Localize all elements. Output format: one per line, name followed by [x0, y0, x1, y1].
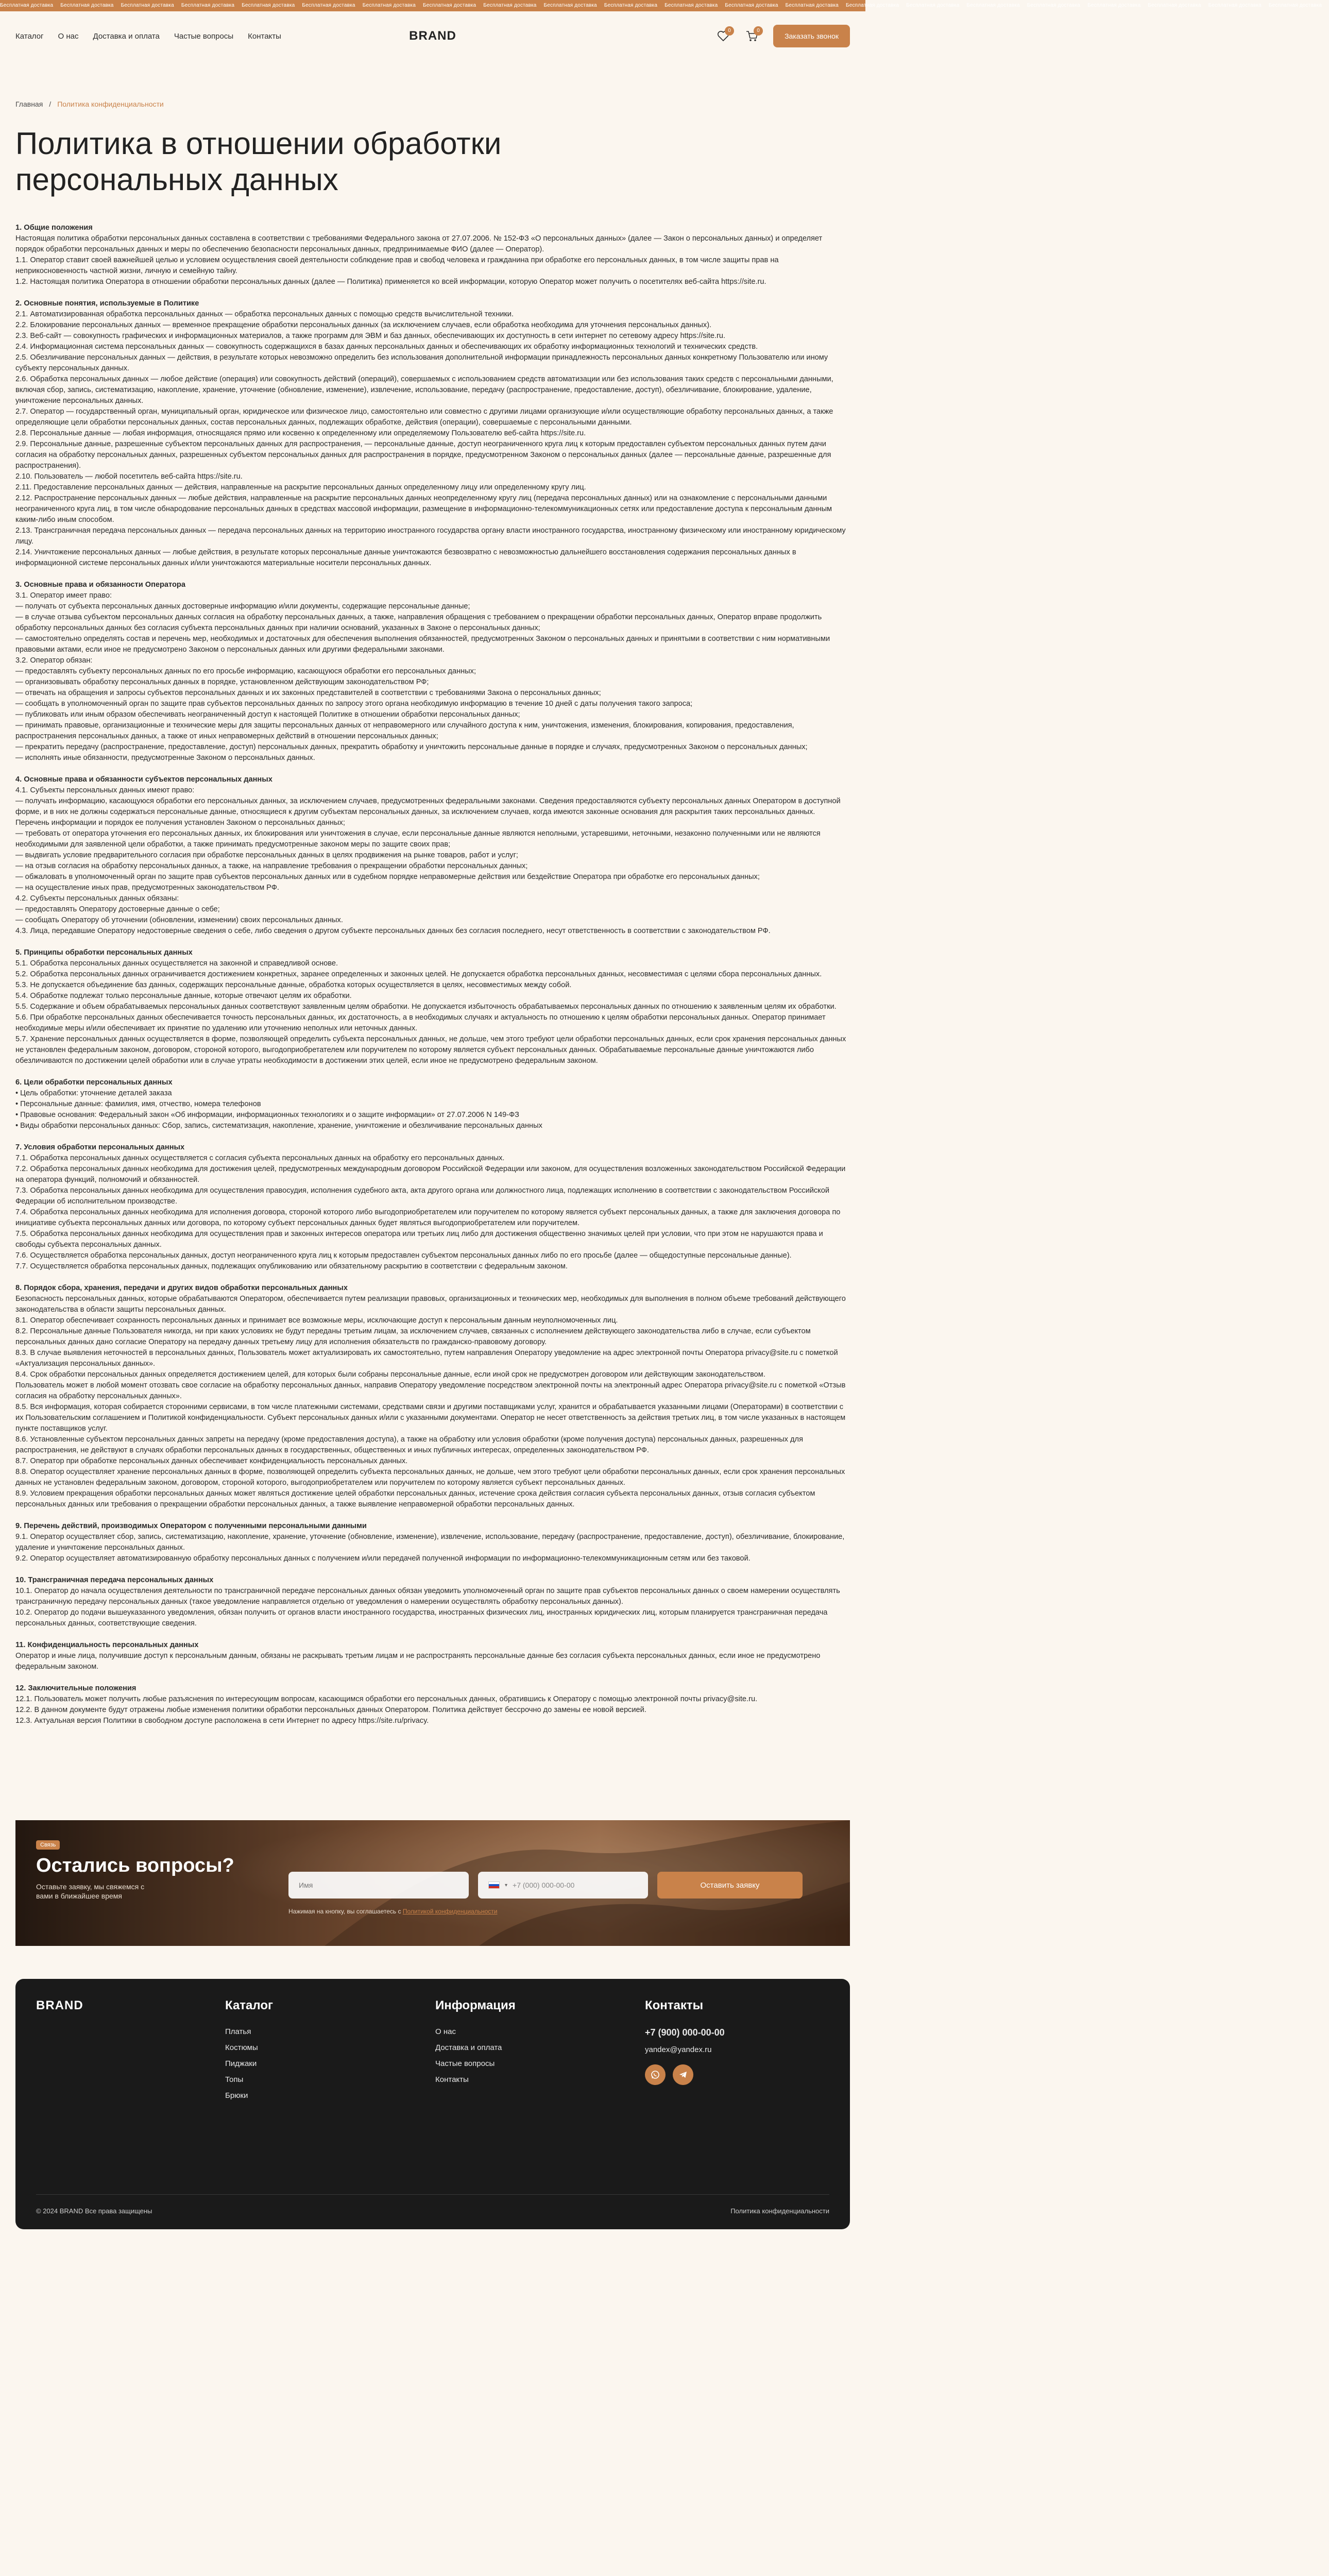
policy-paragraph: 10.2. Оператор до подачи вышеуказанного уведомления, обязан получить от органов власти иностранного государства, иностранных физических лиц, иностранных юридических лиц, которым планируется трансграничная передача персональных данных, соответствующие сведения.: [15, 1608, 828, 1628]
policy-paragraph: • Цель обработки: уточнение деталей заказа: [15, 1089, 172, 1097]
footer-email[interactable]: yandex@yandex.ru: [645, 2045, 712, 2054]
policy-paragraph: 8.4. Срок обработки персональных данных определяется достижением целей, для которых были собраны персональные данные, если иной срок не предусмотрен договором или действующим законодательством.: [15, 1370, 765, 1379]
promo-text: Бесплатная доставка: [181, 3, 235, 8]
policy-section-heading: 4. Основные права и обязанности субъектов персональных данных: [15, 775, 272, 784]
site-footer: [15, 1979, 850, 2229]
footer-info-title: Информация: [435, 1998, 516, 2012]
policy-paragraph: 4.1. Субъекты персональных данных имеют право:: [15, 786, 195, 794]
policy-paragraph: 7.2. Обработка персональных данных необходима для достижения целей, предусмотренных международным договором Российской Федерации или законом, для осуществления возложенных законодательством Российской Федерации на оператора функций, полномочий и обязанностей.: [15, 1165, 846, 1184]
policy-paragraph: — сообщать в уполномоченный орган по защите прав субъектов персональных данных по запросу этого органа необходимую информацию в течение 10 дней с даты получения такого запроса;: [15, 700, 693, 708]
policy-section-heading: 11. Конфиденциальность персональных данных: [15, 1641, 199, 1649]
phone-field[interactable]: [478, 1872, 648, 1899]
policy-paragraph: — организовывать обработку персональных данных в порядке, установленном действующим законодательством РФ;: [15, 678, 429, 686]
policy-paragraph: 2.5. Обезличивание персональных данных — действия, в результате которых невозможно определить без использования дополнительной информации принадлежность персональных данных конкретному Пользователю или иному субъекту персональных данных.: [15, 353, 828, 372]
footer-link-tops[interactable]: Топы: [225, 2075, 244, 2084]
policy-paragraph: 1.1. Оператор ставит своей важнейшей целью и условием осуществления своей деятельности соблюдение прав и свобод человека и гражданина при обработке его персональных данных, в том числе защиты прав на неприкосновенность частной жизни, личную и семейную тайну.: [15, 256, 779, 275]
policy-paragraph: — требовать от оператора уточнения его персональных данных, их блокирования или уничтожения в случае, если персональные данные являются неполными, устаревшими, неточными, незаконно полученными или не являются необходимыми для заявленной цели обработки, а также принимать предусмотренные законом меры по защите своих прав;: [15, 829, 821, 849]
policy-paragraph: 8.3. В случае выявления неточностей в персональных данных, Пользователь может актуализировать их самостоятельно, путем направления Оператору уведомление на адрес электронной почты Оператора privacy@site.ru с пометкой «Актуализация персональных данных».: [15, 1349, 838, 1368]
footer-info: [435, 1998, 516, 2091]
policy-section-heading: 3. Основные права и обязанности Оператора: [15, 581, 185, 589]
promo-text: Бесплатная доставка: [0, 3, 54, 8]
policy-paragraph: 4.3. Лица, передавшие Оператору недостоверные сведения о себе, либо сведения о другом субъекте персональных данных без согласия последнего, несут ответственность в соответствии с законодательством РФ.: [15, 927, 771, 935]
policy-paragraph: — в случае отзыва субъектом персональных данных согласия на обработку персональных данных, а также, направления обращения с требованием о прекращении обработки персональных данных, Оператор вправе продолжить обработку персональных данных без согласия субъекта персональных данных при наличии оснований, указанных в Законе о персональных данных;: [15, 613, 822, 632]
contact-section: [15, 1820, 850, 1946]
main-content: [0, 100, 865, 1726]
footer-link-suits[interactable]: Костюмы: [225, 2043, 258, 2052]
policy-paragraph: 7.4. Обработка персональных данных необходима для исполнения договора, стороной которого либо выгодоприобретателем или поручителем по которому является субъект персональных данных, а также для заключения договора по инициативе субъекта персональных данных или договора, по которому субъект персональных данных будет являться выгодоприобретателем или поручителем.: [15, 1208, 841, 1227]
policy-paragraph: 1.2. Настоящая политика Оператора в отношении обработки персональных данных (далее — Политика) применяется ко всей информации, которую Оператор может получить о посетителях веб-сайта https://site.ru.: [15, 278, 766, 286]
contact-subtitle: Оставьте заявку, мы свяжемся с вами в ближайшее время: [36, 1883, 145, 1900]
policy-paragraph: 2.14. Уничтожение персональных данных — любые действия, в результате которых персональные данные уничтожаются безвозвратно с невозможностью дальнейшего восстановления содержания персональных данных в информационной системе персональных данных и/или уничтожаются материальные носители персональных данных.: [15, 548, 796, 567]
breadcrumb: [15, 100, 850, 108]
promo-text: Бесплатная доставка: [60, 3, 114, 8]
footer-link-jackets[interactable]: Пиджаки: [225, 2059, 257, 2068]
promo-text: Бесплатная доставка: [242, 3, 295, 8]
wishlist-button[interactable]: [715, 28, 731, 44]
footer-link-about[interactable]: О нас: [435, 2027, 456, 2036]
policy-paragraph: — самостоятельно определять состав и перечень мер, необходимых и достаточных для обеспечения выполнения обязанностей, предусмотренных Законом о персональных данных и принятыми в соответствии с ним нормативными правовыми актами, если иное не предусмотрено Законом о персональных данных или другими федеральными законами.: [15, 635, 830, 654]
policy-paragraph: 7.3. Обработка персональных данных необходима для осуществления правосудия, исполнения судебного акта, акта другого органа или должностного лица, подлежащих исполнению в соответствии с законодательством Российской Федерации об исполнительном производстве.: [15, 1187, 829, 1206]
footer-catalog: [225, 1998, 273, 2107]
policy-paragraph: 2.6. Обработка персональных данных — любое действие (операция) или совокупность действий (операций), совершаемых с использованием средств автоматизации или без использования таких средств с персональными данными, включая сбор, запись, систематизацию, накопление, хранение, уточнение (обновление, изменение), извлечение, использование, передачу (распространение, предоставление, доступ), обезличивание, блокирование, удаление, уничтожение персональных данных.: [15, 375, 833, 405]
policy-paragraph: 5.6. При обработке персональных данных обеспечивается точность персональных данных, их достаточность, а в необходимых случаях и актуальность по отношению к целям обработки персональных данных. Оператор принимает необходимые меры и/или обеспечивает их принятие по удалению или уточнению неполных или неточных данных.: [15, 1013, 826, 1032]
cart-button[interactable]: [744, 28, 760, 44]
policy-paragraph: — публиковать или иным образом обеспечивать неограниченный доступ к настоящей Политике в отношении обработки персональных данных;: [15, 710, 520, 719]
promo-text: Бесплатная доставка: [1208, 3, 1262, 8]
nav-delivery[interactable]: Доставка и оплата: [93, 31, 160, 41]
policy-section-heading: 7. Условия обработки персональных данных: [15, 1143, 185, 1151]
policy-paragraph: 5.4. Обработке подлежат только персональные данные, которые отвечают целям их обработки.: [15, 992, 352, 1000]
policy-section-heading: 6. Цели обработки персональных данных: [15, 1078, 173, 1087]
policy-paragraph: 2.3. Веб-сайт — совокупность графических и информационных материалов, а также программ для ЭВМ и баз данных, обеспечивающих их доступность в сети интернет по сетевому адресу https://site.ru.: [15, 332, 726, 340]
nav-about[interactable]: О нас: [58, 31, 79, 41]
promo-text: Бесплатная доставка: [1268, 3, 1322, 8]
policy-section-heading: 5. Принципы обработки персональных данных: [15, 948, 193, 957]
policy-paragraph: 9.2. Оператор осуществляет автоматизированную обработку персональных данных с получением и/или передачей полученной информации по информационно-телекоммуникационным сетям или без таковой.: [15, 1554, 751, 1563]
promo-text: Бесплатная доставка: [1087, 3, 1141, 8]
promo-text: Бесплатная доставка: [604, 3, 658, 8]
footer-bottom: [36, 2194, 829, 2215]
policy-paragraph: • Виды обработки персональных данных: Сбор, запись, систематизация, накопление, хранение, уничтожение и обезличивание персональных данных: [15, 1122, 542, 1130]
policy-paragraph: 12.1. Пользователь может получить любые разъяснения по интересующим вопросам, касающимся обработки его персональных данных, обратившись к Оператору с помощью электронной почты privacy@site.ru.: [15, 1695, 758, 1703]
social-links: [645, 2064, 725, 2085]
policy-paragraph: Безопасность персональных данных, которые обрабатываются Оператором, обеспечивается путем реализации правовых, организационных и технических мер, необходимых для выполнения в полном объеме требований действующего законодательства в области защиты персональных данных.: [15, 1295, 846, 1314]
footer-link-trousers[interactable]: Брюки: [225, 2091, 248, 2100]
footer-link-dresses[interactable]: Платья: [225, 2027, 251, 2036]
policy-paragraph: 4.2. Субъекты персональных данных обязаны:: [15, 894, 179, 903]
brand-logo[interactable]: BRAND: [409, 29, 456, 43]
call-request-button[interactable]: Заказать звонок: [773, 25, 850, 47]
promo-text: Бесплатная доставка: [362, 3, 416, 8]
policy-section-heading: 12. Заключительные положения: [15, 1684, 137, 1692]
whatsapp-icon[interactable]: [645, 2064, 666, 2085]
wishlist-count: 0: [725, 26, 734, 36]
policy-paragraph: Оператор и иные лица, получившие доступ к персональным данным, обязаны не раскрывать третьим лицам и не распространять персональные данные без согласия субъекта персональных данных, если иное не предусмотрено федеральным законом.: [15, 1652, 821, 1671]
policy-paragraph: • Персональные данные: фамилия, имя, отчество, номера телефонов: [15, 1100, 261, 1108]
chevron-down-icon: ▾: [505, 1882, 508, 1888]
promo-text: Бесплатная доставка: [664, 3, 718, 8]
policy-paragraph: 12.2. В данном документе будут отражены любые изменения политики обработки персональных данных Оператором. Политика действует бессрочно до замены ее новой версией.: [15, 1706, 646, 1714]
policy-section-heading: 1. Общие положения: [15, 224, 93, 232]
name-input[interactable]: [288, 1872, 469, 1899]
policy-paragraph: 7.6. Осуществляется обработка персональных данных, доступ неограниченного круга лиц к которым предоставлен субъектом персональных данных либо по его просьбе (далее — общедоступные персональные данные).: [15, 1251, 792, 1260]
policy-paragraph: 9.1. Оператор осуществляет сбор, запись, систематизацию, накопление, хранение, уточнение (обновление, изменение), извлечение, использование, передачу (распространение, предоставление, доступ), обезличивание, блокирование, удаление и уничтожение персональных данных.: [15, 1533, 845, 1552]
policy-paragraph: 7.1. Обработка персональных данных осуществляется с согласия субъекта персональных данных на обработку его персональных данных.: [15, 1154, 505, 1162]
policy-paragraph: 2.13. Трансграничная передача персональных данных — передача персональных данных на территорию иностранного государства органу власти иностранного государства, иностранному физическому или иностранному юридическому лицу.: [15, 527, 846, 546]
policy-paragraph: 8.5. Вся информация, которая собирается сторонними сервисами, в том числе платежными системами, средствами связи и другими поставщиками услуг, хранится и обрабатывается указанными лицами (Операторами) в соответствии с их Пользовательским соглашением и Политикой конфиденциальности. Субъект персональных данных и/или с указанными документами. Оператор не несет ответственность за действия третьих лиц, в том числе указанных в настоящем пункте поставщиков услуг.: [15, 1403, 846, 1433]
breadcrumb-current: Политика конфиденциальности: [57, 100, 164, 108]
policy-paragraph: 8.8. Оператор осуществляет хранение персональных данных в форме, позволяющей определить субъекта персональных данных, не дольше, чем этого требуют цели обработки персональных данных, если срок хранения персональных данных не установлен федеральным законом, договором, стороной которого, выгодоприобретателем или поручителем по которому является субъект персональных данных.: [15, 1468, 845, 1487]
footer-privacy-link[interactable]: Политика конфиденциальности: [730, 2207, 829, 2215]
promo-text: Бесплатная доставка: [906, 3, 960, 8]
contact-form: [288, 1872, 803, 1899]
policy-paragraph: — предоставлять субъекту персональных данных по его просьбе информацию, касающуюся обработки его персональных данных;: [15, 667, 476, 675]
consent-prefix: Нажимая на кнопку, вы соглашаетесь с: [288, 1908, 401, 1915]
phone-placeholder: +7 (000) 000-00-00: [513, 1881, 575, 1889]
contact-tag: Связь: [36, 1840, 60, 1850]
policy-paragraph: • Правовые основания: Федеральный закон «Об информации, информационных технологиях и о защите информации» от 27.07.2006 N 149-ФЗ: [15, 1111, 519, 1119]
promo-text: Бесплатная доставка: [845, 3, 899, 8]
policy-paragraph: — выдвигать условие предварительного согласия при обработке персональных данных в целях продвижения на рынке товаров, работ и услуг;: [15, 851, 518, 859]
policy-paragraph: 5.3. Не допускается объединение баз данных, содержащих персональные данные, обработка которых осуществляется в целях, несовместимых между собой.: [15, 981, 572, 989]
policy-paragraph: — исполнять иные обязанности, предусмотренные Законом о персональных данных.: [15, 754, 315, 762]
policy-paragraph: 12.3. Актуальная версия Политики в свободном доступе расположена в сети Интернет по адресу https://site.ru/privacy.: [15, 1717, 429, 1725]
consent-text: [288, 1908, 497, 1915]
promo-text: Бесплатная доставка: [121, 3, 174, 8]
russia-flag-icon[interactable]: [488, 1882, 500, 1889]
policy-paragraph: — сообщать Оператору об уточнении (обновлении, изменении) своих персональных данных.: [15, 916, 343, 924]
policy-paragraph: 10.1. Оператор до начала осуществления деятельности по трансграничной передаче персональных данных обязан уведомить уполномоченный орган по защите прав субъектов персональных данных о своем намерении осуществлять трансграничную передачу персональных данных (такое уведомление направляется отдельно от уведомления о намерении осуществлять обработку персональных данных).: [15, 1587, 840, 1606]
promo-text: Бесплатная доставка: [966, 3, 1020, 8]
footer-contacts-title: Контакты: [645, 1998, 704, 2012]
policy-section-heading: 10. Трансграничная передача персональных данных: [15, 1576, 214, 1584]
main-nav: [15, 32, 281, 41]
telegram-icon[interactable]: [673, 2064, 693, 2085]
policy-section-heading: 8. Порядок сбора, хранения, передачи и других видов обработки персональных данных: [15, 1284, 348, 1292]
policy-paragraph: 2.2. Блокирование персональных данных — временное прекращение обработки персональных данных (за исключением случаев, если обработка необходима для уточнения персональных данных).: [15, 321, 712, 329]
promo-text: Бесплатная доставка: [483, 3, 537, 8]
policy-paragraph: 2.12. Распространение персональных данных — любые действия, направленные на раскрытие персональных данных неопределенному кругу лиц (передача персональных данных) или на ознакомление с персональными данными неограниченного круга лиц, в том числе обнародование персональных данных в средствах массовой информации, размещение в информационно-телекоммуникационных сетях или предоставление доступа к персональным данным каким-либо иным способом.: [15, 494, 832, 524]
nav-faq[interactable]: Частые вопросы: [174, 31, 234, 41]
policy-paragraph: — получать от субъекта персональных данных достоверные информацию и/или документы, содержащие персональные данные;: [15, 602, 470, 611]
nav-contacts[interactable]: Контакты: [248, 31, 281, 41]
breadcrumb-home[interactable]: Главная: [15, 100, 43, 108]
policy-paragraph: 2.11. Предоставление персональных данных — действия, направленные на раскрытие персональных данных определенному лицу или определенному кругу лиц.: [15, 483, 586, 492]
policy-paragraph: 2.4. Информационная система персональных данных — совокупность содержащихся в базах данных персональных данных и обеспечивающих их обработку информационных технологий и технических средств.: [15, 343, 758, 351]
policy-paragraph: 8.6. Установленные субъектом персональных данных запреты на передачу (кроме предоставления доступа), а также на обработку или условия обработки (кроме получения доступа) персональных данных, разрешенных для распространения, не действуют в случаях обработки персональных данных в государственных, общественных и иных публичных интересах, определенных законодательством РФ.: [15, 1435, 803, 1454]
policy-paragraph: 5.1. Обработка персональных данных осуществляется на законной и справедливой основе.: [15, 959, 338, 968]
promo-text: Бесплатная доставка: [1148, 3, 1201, 8]
footer-contacts: [645, 1998, 725, 2085]
policy-section-heading: 9. Перечень действий, производимых Оператором с полученными персональными данными: [15, 1522, 367, 1530]
promo-marquee: [0, 0, 1322, 11]
cart-count: 0: [754, 26, 763, 36]
policy-paragraph: 2.7. Оператор — государственный орган, муниципальный орган, юридическое или физическое лицо, самостоятельно или совместно с другими лицами организующие и/или осуществляющие обработку персональных данных, а также определяющие цели обработки персональных данных, состав персональных данных, подлежащих обработке, действия (операции), совершаемые с персональными данными.: [15, 408, 833, 427]
contact-title: Остались вопросы?: [36, 1855, 234, 1876]
submit-request-button[interactable]: Оставить заявку: [657, 1872, 803, 1899]
policy-paragraph: 5.7. Хранение персональных данных осуществляется в форме, позволяющей определить субъекта персональных данных, не дольше, чем этого требуют цели обработки персональных данных, если срок хранения персональных данных не установлен федеральным законом, договором, стороной которого, выгодоприобретателем или поручителем по которому является субъект персональных данных. Обрабатываемые персональные данные уничтожаются либо обезличиваются по достижении целей обработки или в случае утраты необходимости в достижении этих целей, если иное не предусмотрено федеральным законом.: [15, 1035, 846, 1065]
policy-paragraph: 5.5. Содержание и объем обрабатываемых персональных данных соответствуют заявленным целям обработки. Не допускается избыточность обрабатываемых персональных данных по отношению к заявленным целям их обработки.: [15, 1003, 837, 1011]
copyright: © 2024 BRAND Все права защищены: [36, 2207, 152, 2215]
policy-paragraph: 7.5. Обработка персональных данных необходима для осуществления прав и законных интересов оператора или третьих лиц либо для достижения общественно значимых целей при условии, что при этом не нарушаются права и свободы субъекта персональных данных.: [15, 1230, 823, 1249]
footer-link-delivery[interactable]: Доставка и оплата: [435, 2043, 502, 2052]
policy-paragraph: — на отзыв согласия на обработку персональных данных, а также, на направление требования о прекращении обработки персональных данных;: [15, 862, 528, 870]
policy-paragraph: Пользователь может в любой момент отозвать свое согласие на обработку персональных данных, направив Оператору уведомление посредством электронной почты на электронный адрес Оператора privacy@site.ru с пометкой «Отзыв согласия на обработку персональных данных».: [15, 1381, 846, 1400]
policy-paragraph: 2.9. Персональные данные, разрешенные субъектом персональных данных для распространения, — персональные данные, доступ неограниченного круга лиц к которым предоставлен субъектом персональных данных путем дачи согласия на обработку персональных данных, разрешенных субъектом персональных данных для распространения в порядке, предусмотренном Законом о персональных данных (далее — персональные данные, разрешенные для распространения).: [15, 440, 831, 470]
consent-privacy-link[interactable]: Политикой конфиденциальности: [402, 1908, 498, 1915]
policy-paragraph: 2.8. Персональные данные — любая информация, относящаяся прямо или косвенно к определенному или определяемому Пользователю веб-сайта https://site.ru.: [15, 429, 586, 437]
page-title: Политика в отношении обработки персональных данных: [15, 126, 502, 197]
footer-phone[interactable]: +7 (900) 000-00-00: [645, 2027, 725, 2038]
nav-catalog[interactable]: Каталог: [15, 31, 44, 41]
policy-paragraph: — получать информацию, касающуюся обработки его персональных данных, за исключением случаев, предусмотренных федеральными законами. Сведения предоставляются субъекту персональных данных Оператором в доступной форме, и в них не должны содержаться персональные данные, относящиеся к другим субъектам персональных данных, за исключением случаев, когда имеются законные основания для раскрытия таких персональных данных. Перечень информации и порядок ее получения установлен Законом о персональных данных;: [15, 797, 841, 827]
policy-paragraph: — обжаловать в уполномоченный орган по защите прав субъектов персональных данных или в судебном порядке неправомерные действия или бездействие Оператора при обработке его персональных данных;: [15, 873, 760, 881]
footer-link-contacts[interactable]: Контакты: [435, 2075, 469, 2084]
policy-paragraph: 2.1. Автоматизированная обработка персональных данных — обработка персональных данных с помощью средств вычислительной техники.: [15, 310, 514, 318]
footer-catalog-title: Каталог: [225, 1998, 273, 2012]
policy-text: [15, 223, 850, 1726]
policy-paragraph: — принимать правовые, организационные и технические меры для защиты персональных данных от неправомерного или случайного доступа к ним, уничтожения, изменения, блокирования, копирования, предоставления, распространения персональных данных, а также от иных неправомерных действий в отношении персональных данных;: [15, 721, 794, 740]
promo-text: Бесплатная доставка: [302, 3, 355, 8]
policy-section-heading: 2. Основные понятия, используемые в Политике: [15, 299, 199, 308]
footer-brand[interactable]: BRAND: [36, 1998, 83, 2012]
policy-paragraph: 8.9. Условием прекращения обработки персональных данных может являться достижение целей обработки персональных данных, истечение срока действия согласия субъекта персональных данных, отзыв согласия субъектом персональных данных или требования о прекращении обработки персональных данных, а также выявление неправомерной обработки персональных данных.: [15, 1489, 815, 1509]
footer-link-faq[interactable]: Частые вопросы: [435, 2059, 495, 2068]
policy-paragraph: 3.1. Оператор имеет право:: [15, 591, 112, 600]
promo-text: Бесплатная доставка: [725, 3, 778, 8]
policy-paragraph: 8.1. Оператор обеспечивает сохранность персональных данных и принимает все возможные меры, исключающие доступ к персональным данным неуполномоченных лиц.: [15, 1316, 618, 1325]
policy-paragraph: 2.10. Пользователь — любой посетитель веб-сайта https://site.ru.: [15, 472, 243, 481]
promo-text: Бесплатная доставка: [785, 3, 839, 8]
policy-paragraph: 7.7. Осуществляется обработка персональных данных, подлежащих опубликованию или обязательному раскрытию в соответствии с федеральным законом.: [15, 1262, 568, 1270]
policy-paragraph: — предоставлять Оператору достоверные данные о себе;: [15, 905, 220, 913]
policy-paragraph: 8.2. Персональные данные Пользователя никогда, ни при каких условиях не будут переданы третьим лицам, за исключением случаев, связанных с исполнением действующего законодательства либо в случае, если субъектом персональных данных дано согласие Оператору на передачу данных третьему лицу для исполнения обязательств по гражданско-правовому договору.: [15, 1327, 811, 1346]
breadcrumb-separator: /: [49, 100, 52, 108]
policy-paragraph: 5.2. Обработка персональных данных ограничивается достижением конкретных, заранее определенных и законных целей. Не допускается обработка персональных данных, несовместимая с целями сбора персональных данных.: [15, 970, 822, 978]
policy-paragraph: — прекратить передачу (распространение, предоставление, доступ) персональных данных, прекратить обработку и уничтожить персональные данные в порядке и случаях, предусмотренных Законом о персональных данных;: [15, 743, 808, 751]
policy-paragraph: — отвечать на обращения и запросы субъектов персональных данных и их законных представителей в соответствии с требованиями Закона о персональных данных;: [15, 689, 601, 697]
policy-paragraph: — на осуществление иных прав, предусмотренных законодательством РФ.: [15, 884, 279, 892]
promo-text: Бесплатная доставка: [543, 3, 597, 8]
site-header: [0, 11, 865, 61]
promo-text: Бесплатная доставка: [422, 3, 476, 8]
policy-paragraph: Настоящая политика обработки персональных данных составлена в соответствии с требованиями Федерального закона от 27.07.2006. № 152-ФЗ «О персональных данных» (далее — Закон о персональных данных) и определяет порядок обработки персональных данных и меры по обеспечению безопасности персональных данных, предпринимаемые ФИО (далее — Оператор).: [15, 234, 823, 253]
policy-paragraph: 8.7. Оператор при обработке персональных данных обеспечивает конфиденциальность персональных данных.: [15, 1457, 408, 1465]
promo-text: Бесплатная доставка: [1027, 3, 1081, 8]
policy-paragraph: 3.2. Оператор обязан:: [15, 656, 93, 665]
